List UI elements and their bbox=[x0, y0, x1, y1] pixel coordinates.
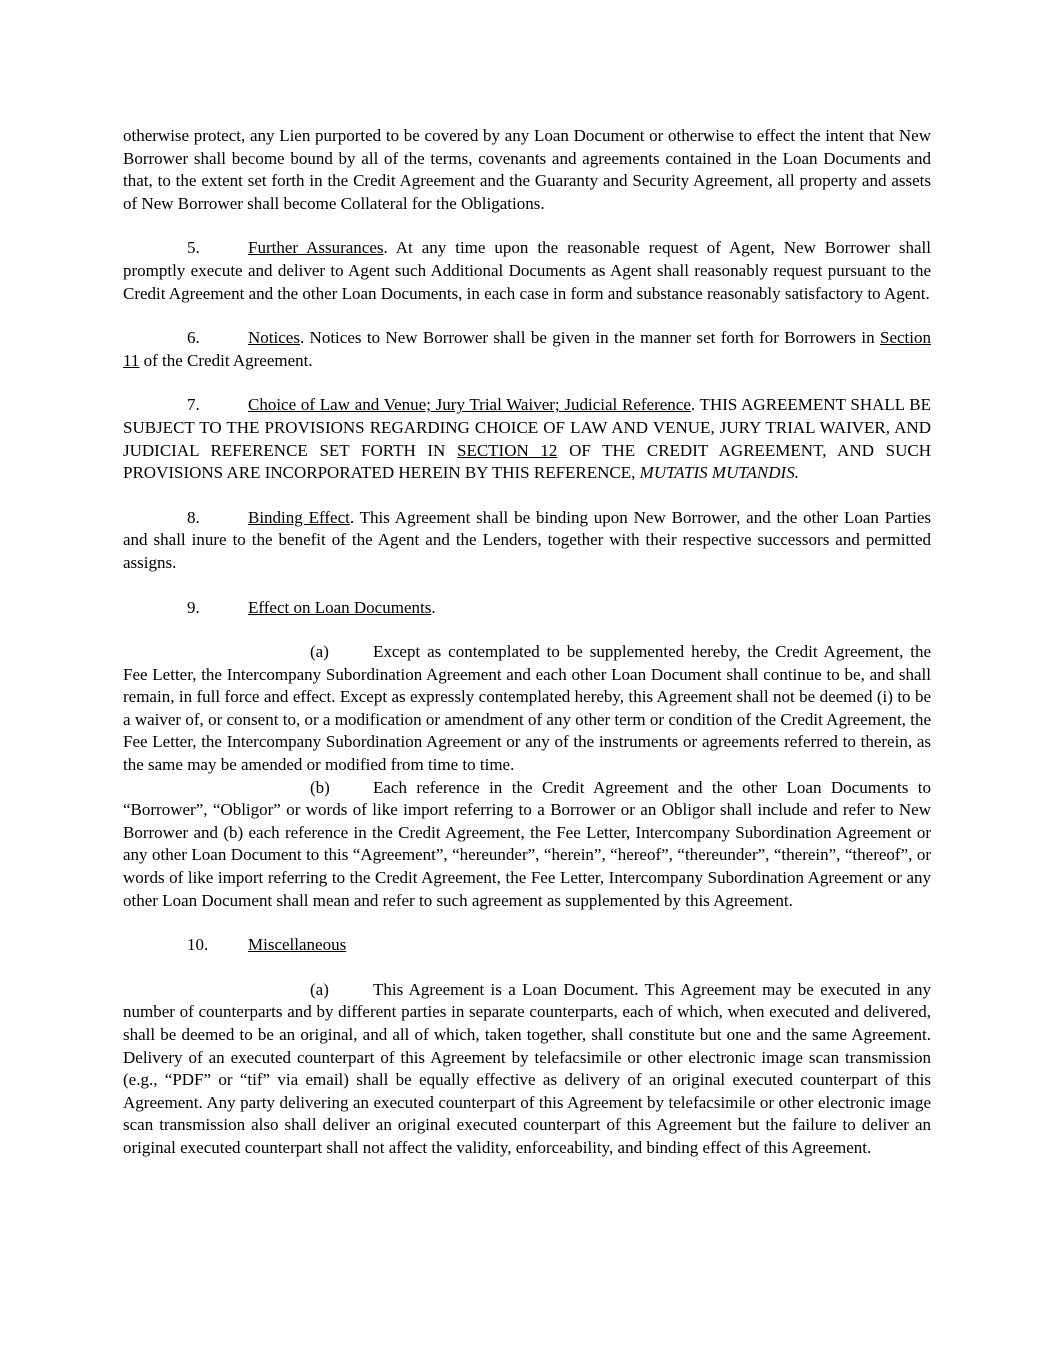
paragraph-number: 10. bbox=[187, 935, 209, 955]
section-7-choice-of-law bbox=[123, 394, 931, 484]
text-run: . This Agreement shall be binding upon New Borrower, and the other Loan Parties and shall inure to the benefit of the Agent and the Lenders, together with their respective successors and permitted assigns. bbox=[123, 507, 932, 572]
text-run: of the Credit Agreement. bbox=[139, 350, 313, 370]
underlined-text: Miscellaneous bbox=[248, 935, 347, 955]
paragraph-number: 7. bbox=[187, 395, 200, 415]
underlined-text: SECTION 12 bbox=[456, 440, 558, 460]
section-10-miscellaneous bbox=[123, 934, 931, 957]
paragraph-number: 9. bbox=[187, 597, 200, 617]
paragraph-number: 8. bbox=[187, 507, 200, 527]
section-9b bbox=[123, 777, 931, 913]
italic-text: MUTATIS MUTANDIS. bbox=[639, 463, 799, 483]
section-6-notices bbox=[123, 327, 931, 372]
text-run: otherwise protect, any Lien purported to be covered by any Loan Document or otherwise to effect the intent that New Borrower shall become bound by all of the terms, covenants and agreements contained in the Loan Documents and that, to the extent set forth in the Credit Agreement and the Guaranty and Security Agreement, all property and assets of New Borrower shall become Collateral for the Obligations. bbox=[123, 126, 931, 213]
text-run: This Agreement is a Loan Document. This Agreement may be executed in any number of counterparts and by different parties in separate counterparts, each of which, when executed and delivered, shall be deemed to be an original, and all of which, taken together, shall constitute but one and the same Agreement. Delivery of an executed counterpart of this Agreement by telefacsimile or other electronic image scan transmission (e.g., “PDF” or “tif” via email) shall be equally effective as delivery of an original executed counterpart of this Agreement. Any party delivering an executed counterpart of this Agreement by telefacsimile or other electronic image scan transmission also shall deliver an original executed counterpart of this Agreement but the failure to deliver an original executed counterpart shall not affect the validity, enforceability, and binding effect of this Agreement. bbox=[123, 979, 931, 1157]
section-9a bbox=[123, 641, 931, 777]
paragraph-number: 6. bbox=[187, 328, 200, 348]
paragraph-number: (a) bbox=[310, 642, 329, 662]
text-run: . At any time upon the reasonable request of Agent, New Borrower shall promptly execute and deliver to Agent such Additional Documents as Agent shall reasonably request pursuant to the Credit Agreement and the other Loan Documents, in each case in form and substance reasonably satisfactory to Agent. bbox=[123, 238, 932, 303]
underlined-text: Binding Effect bbox=[248, 507, 350, 527]
text-run: . Notices to New Borrower shall be given in the manner set forth for Borrowers in bbox=[299, 328, 880, 348]
text-run: Each reference in the Credit Agreement and the other Loan Documents to “Borrower”, “Obligor” or words of like import referring to a Borrower or an Obligor shall include and refer to New Borrower and (b) each reference in the Credit Agreement, the Fee Letter, Intercompany Subordination Agreement or any other Loan Document to this “Agreement”, “hereunder”, “herein”, “hereof”, “thereunder”, “therein”, “thereof”, or words of like import referring to the Credit Agreement, the Fee Letter, Intercompany Subordination Agreement or any other Loan Document shall mean and refer to such agreement as supplemented by this Agreement. bbox=[123, 777, 931, 910]
section-10a bbox=[123, 979, 931, 1160]
paragraph-number: (a) bbox=[310, 979, 329, 999]
underlined-text: Effect on Loan Documents bbox=[248, 597, 432, 617]
paragraph-number: (b) bbox=[310, 777, 330, 797]
paragraph-number: 5. bbox=[187, 238, 200, 258]
section-8-binding-effect bbox=[123, 507, 931, 575]
section-5-further-assurances bbox=[123, 237, 931, 305]
section-9-effect-on-loan-documents bbox=[123, 597, 931, 620]
underlined-text: Choice of Law and Venue; Jury Trial Waiver; Judicial Reference bbox=[248, 395, 691, 415]
text-run: . THIS AGREEMENT SHALL BE SUBJECT TO THE PROVISIONS REGARDING CHOICE OF LAW AND VENUE, JURY TRIAL WAIVER, AND JUDICIAL REFERENCE SET FORTH IN bbox=[123, 395, 931, 460]
underlined-text: Notices bbox=[248, 328, 300, 348]
underlined-text: Section 11 bbox=[123, 328, 931, 370]
text-run: . bbox=[431, 597, 436, 617]
continuation-paragraph bbox=[123, 125, 931, 215]
underlined-text: Further Assurances bbox=[248, 238, 384, 258]
text-run: Except as contemplated to be supplemented hereby, the Credit Agreement, the Fee Letter, the Intercompany Subordination Agreement and each other Loan Document shall continue to be, and shall remain, in full force and effect. Except as expressly contemplated hereby, this Agreement shall not be deemed (i) to be a waiver of, or consent to, or a modification or amendment of any other term or condition of the Credit Agreement, the Fee Letter, the Intercompany Subordination Agreement or any of the instruments or agreements referred to therein, as the same may be amended or modified from time to time. bbox=[123, 642, 931, 775]
text-run: OF THE CREDIT AGREEMENT, AND SUCH PROVISIONS ARE INCORPORATED HEREIN BY THIS REFERENCE, bbox=[123, 440, 931, 483]
